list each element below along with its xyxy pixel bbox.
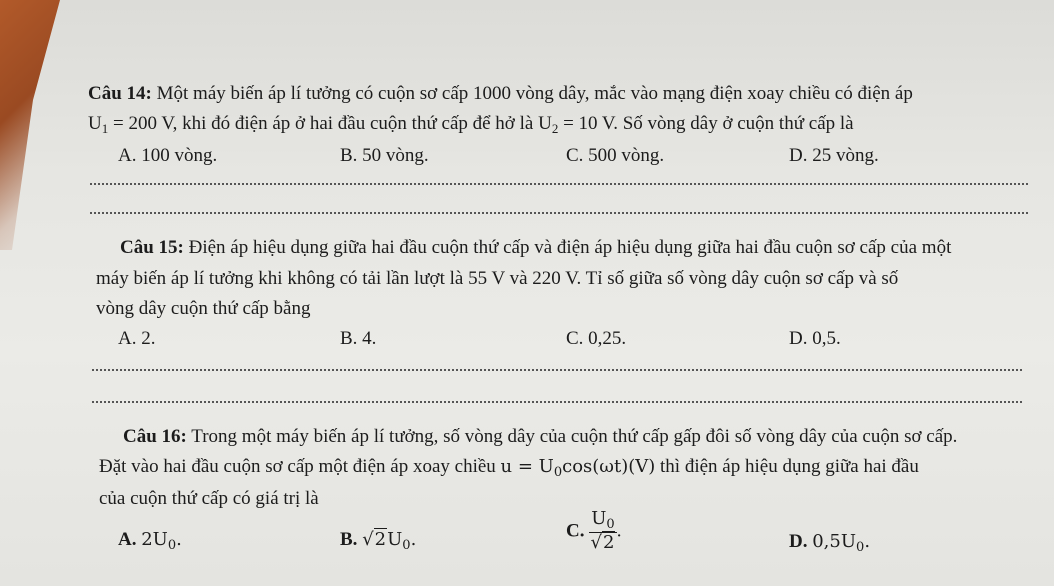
q14-u2: $U_2$ (538, 113, 559, 136)
q16-option-d: D. $0,5U_0$. (789, 531, 871, 555)
q16-line2 (99, 457, 919, 479)
q14-line1 (88, 84, 913, 103)
q14-option-b: B. 50 vòng. (340, 145, 429, 166)
q15-option-c: C. 0,25. (566, 328, 627, 349)
q14-line2 (88, 114, 854, 135)
q14-label: Câu 14: (88, 83, 152, 104)
q15-text1: Điện áp hiệu dụng giữa hai đầu cuộn thứ cấp và điện áp hiệu dụng giữa hai đầu cuộn sơ cấp của một (188, 237, 952, 258)
q15-line3: vòng dây cuộn thứ cấp bằng (96, 298, 311, 319)
q14-text3: = 10 V. Số vòng dây ở cuộn thứ cấp là (563, 113, 854, 134)
q16-line1 (123, 427, 957, 446)
q14-u1: $U_1$ (88, 113, 109, 136)
q15-line1 (120, 238, 951, 257)
q16-text1: Trong một máy biến áp lí tưởng, số vòng dây của cuộn thứ cấp gấp đôi số vòng dây của cuộn sơ cấp. (191, 426, 958, 447)
q14-option-d: D. 25 vòng. (789, 145, 879, 166)
q16-text2b: thì điện áp hiệu dụng giữa hai đầu (660, 456, 919, 477)
q16-text2a: Đặt vào hai đầu cuộn sơ cấp một điện áp xoay chiều (99, 456, 496, 477)
q16-option-c: C. $\frac{U_0}{√2}$ . (566, 508, 622, 553)
q16-label: Câu 16: (123, 426, 187, 447)
q14-option-c: C. 500 vòng. (566, 145, 665, 166)
q16-line3: của cuộn thứ cấp có giá trị là (99, 488, 319, 509)
answer-dotted-line (90, 212, 1028, 214)
answer-dotted-line (90, 183, 1028, 185)
q15-line2: máy biến áp lí tưởng khi không có tải lần lượt là 55 V và 220 V. Tỉ số giữa số vòng dây cuộn sơ cấp và số (96, 268, 899, 289)
q14-option-a: A. 100 vòng. (118, 145, 218, 166)
q15-label: Câu 15: (120, 237, 184, 258)
q14-text1: Một máy biến áp lí tưởng có cuộn sơ cấp 1000 vòng dây, mắc vào mạng điện xoay chiều có điện áp (156, 83, 913, 104)
q15-option-b: B. 4. (340, 328, 377, 349)
q16-option-b: B. $√2U_0$. (340, 529, 417, 553)
q16-option-c-fraction: $\frac{U_0}{√2}$ (590, 508, 615, 553)
q16-option-a: A. $2U_0$. (118, 529, 182, 553)
q14-text2: = 200 V, khi đó điện áp ở hai đầu cuộn thứ cấp để hở là (112, 113, 534, 134)
q15-option-a: A. 2. (118, 328, 156, 349)
answer-dotted-line (92, 401, 1022, 403)
q16-formula: $u = U_0\cos(\omega t)(V)$ (500, 456, 656, 480)
q15-option-d: D. 0,5. (789, 328, 841, 349)
answer-dotted-line (92, 369, 1022, 371)
